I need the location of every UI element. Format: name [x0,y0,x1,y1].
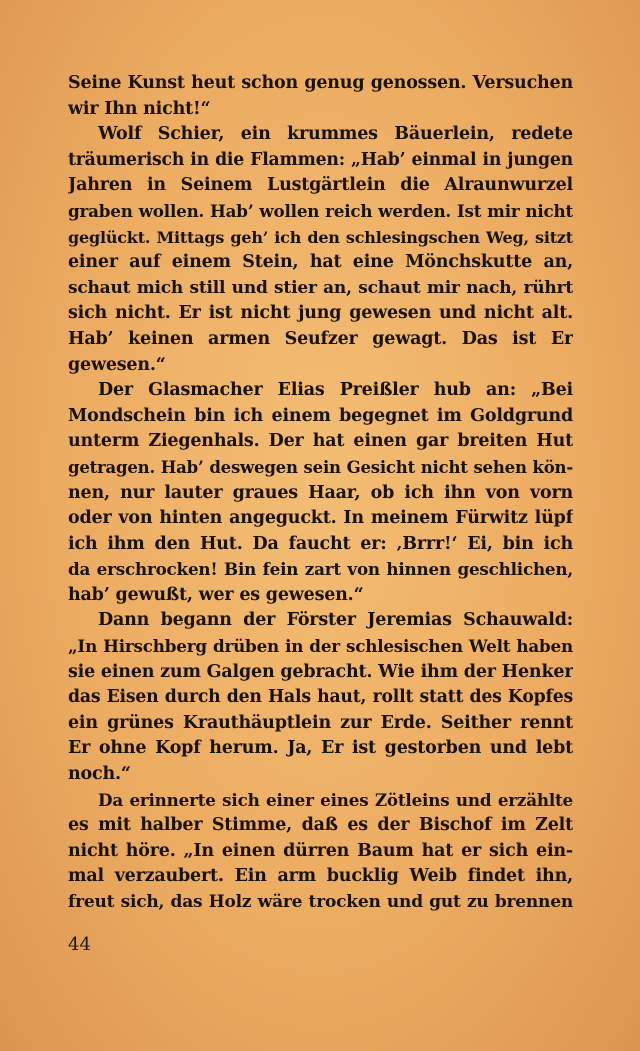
text-line: Wolf Schier, ein krummes Bäuerlein, redete [98,124,573,145]
text-line: oder von hinten angeguckt. In meinem Fürwitz lüpf [68,508,573,529]
text-line: ich ihm den Hut. Da faucht er: ‚Brrr!‘ Ei, bin ich [68,533,573,554]
text-line: nen, nur lauter graues Haar, ob ich ihn von vorn [68,482,573,503]
page-number: 44 [68,934,91,955]
text-line: Da erinnerte sich einer eines Zötleins und erzählte [98,789,573,810]
text-line: Er ohne Kopf herum. Ja, Er ist gestorben und lebt [68,738,573,759]
text-line: Der Glasmacher Elias Preißler hub an: „Bei [98,380,573,401]
text-line: „In Hirschberg drüben in der schlesischen Welt haben [68,636,573,657]
text-line: hab’ gewußt, wer es gewesen.“ [68,584,364,605]
text-line: nicht höre. „In einen dürren Baum hat er sich ein- [68,840,573,861]
page-text [68,71,573,916]
text-line: wir Ihn nicht!“ [68,98,211,119]
text-line: freut sich, das Holz wäre trocken und gut zu brennen [68,892,573,912]
text-line: träumerisch in die Flammen: „Hab’ einmal in jungen [68,149,573,170]
text-line: graben wollen. Hab’ wollen reich werden. Ist mir nicht [68,200,573,221]
text-line: getragen. Hab’ deswegen sein Gesicht nicht sehen kön- [68,457,573,477]
text-line: Hab’ keinen armen Seufzer gewagt. Das ist Er [68,328,573,349]
text-line: Seine Kunst heut schon genug genossen. Versuchen [68,73,573,93]
text-line: es mit halber Stimme, daß es der Bischof im Zelt [68,815,573,836]
text-line: Dann begann der Förster Jeremias Schauwald: [98,610,573,631]
text-line: noch.“ [68,764,131,785]
text-line: geglückt. Mittags geh’ ich den schlesingschen Weg, sitzt [68,227,573,247]
text-line: das Eisen durch den Hals haut, rollt statt des Kopfes [68,687,573,708]
text-line: sie einen zum Galgen gebracht. Wie ihm der Henker [68,661,573,682]
text-line: da erschrocken! Bin fein zart von hinnen geschlichen, [68,559,573,580]
text-line: sich nicht. Er ist nicht jung gewesen und nicht alt. [68,303,573,324]
text-line: schaut mich still und stier an, schaut mir nach, rührt [68,277,573,298]
text-line: gewesen.“ [68,354,166,375]
text-line: ein grünes Krauthäuptlein zur Erde. Seither rennt [68,712,573,733]
text-line: unterm Ziegenhals. Der hat einen gar breiten Hut [68,431,573,452]
text-line: Mondschein bin ich einem begegnet im Goldgrund [68,405,573,426]
text-line: einer auf einem Stein, hat eine Mönchskutte an, [68,252,573,273]
text-line: mal verzaubert. Ein arm bucklig Weib findet ihn, [68,866,573,887]
text-line: Jahren in Seinem Lustgärtlein die Alraunwurzel [68,175,573,196]
